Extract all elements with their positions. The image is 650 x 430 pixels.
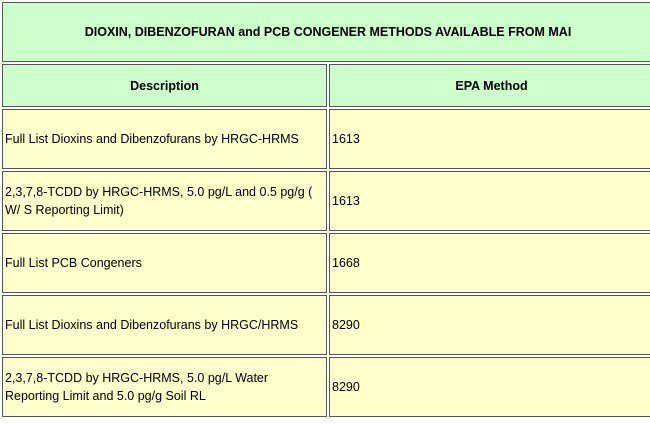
table-title: DIOXIN, DIBENZOFURAN and PCB CONGENER METHODS AVAILABLE FROM MAI <box>2 2 650 62</box>
table-row <box>2 171 650 231</box>
table-row <box>2 233 650 293</box>
column-header-epa-method: EPA Method <box>329 64 650 107</box>
table-row <box>2 109 650 169</box>
column-header-description: Description <box>2 64 327 107</box>
row-epa-method: 8290 <box>329 295 650 355</box>
row-description: Full List Dioxins and Dibenzofurans by HRGC-HRMS <box>2 109 327 169</box>
row-epa-method: 1668 <box>329 233 650 293</box>
row-description: Full List Dioxins and Dibenzofurans by HRGC/HRMS <box>2 295 327 355</box>
row-epa-method: 1613 <box>329 171 650 231</box>
title-row <box>2 2 650 62</box>
row-epa-method: 1613 <box>329 109 650 169</box>
row-epa-method: 8290 <box>329 357 650 417</box>
row-description: 2,3,7,8-TCDD by HRGC-HRMS, 5.0 pg/L Water Reporting Limit and 5.0 pg/g Soil RL <box>2 357 327 417</box>
table-row <box>2 295 650 355</box>
row-description: Full List PCB Congeners <box>2 233 327 293</box>
header-row <box>2 64 650 107</box>
row-description: 2,3,7,8-TCDD by HRGC-HRMS, 5.0 pg/L and 0.5 pg/g ( W/ S Reporting Limit) <box>2 171 327 231</box>
table-row <box>2 357 650 417</box>
